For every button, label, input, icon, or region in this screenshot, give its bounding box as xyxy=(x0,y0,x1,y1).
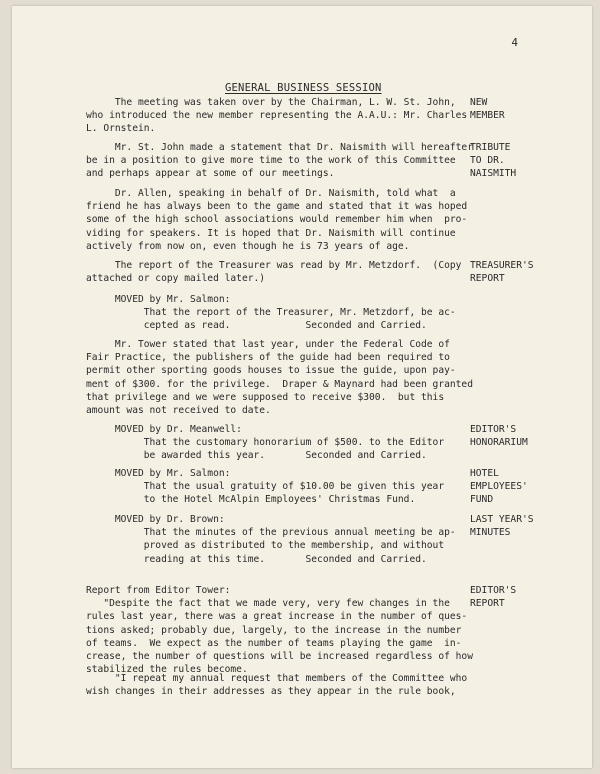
margin-note-line: NEW xyxy=(470,97,488,108)
text-line: The meeting was taken over by the Chairman, L. W. St. John, xyxy=(86,97,456,108)
text-line: "I repeat my annual request that members of the Committee who xyxy=(86,673,468,684)
margin-note-line: HONORARIUM xyxy=(470,437,528,449)
text-line: tions asked; probably due, largely, to the increase in the number xyxy=(86,624,462,636)
text-line: That the report of the Treasurer, Mr. Metzdorf, be ac- xyxy=(86,307,456,319)
paragraph xyxy=(86,423,444,463)
section-heading: GENERAL BUSINESS SESSION xyxy=(225,82,382,94)
text-line: of teams. We expect as the number of teams playing the game in- xyxy=(86,637,462,649)
paragraph xyxy=(86,259,461,285)
margin-note-line: FUND xyxy=(470,494,494,506)
margin-note-line: EDITOR'S xyxy=(470,424,517,435)
margin-note xyxy=(470,259,534,285)
margin-note-line: LAST YEAR'S xyxy=(470,514,534,525)
margin-note-line: TRIBUTE xyxy=(470,142,511,153)
paragraph xyxy=(86,513,456,566)
text-line: permit other sporting goods houses to issue the guide, upon pay- xyxy=(86,365,456,377)
paragraph xyxy=(86,187,467,253)
text-line: MOVED by Mr. Salmon: xyxy=(86,294,231,305)
text-line: viding for speakers. It is hoped that Dr. Naismith will continue xyxy=(86,227,456,239)
margin-note-line: HOTEL xyxy=(470,468,499,479)
text-line: Report from Editor Tower: xyxy=(86,585,231,596)
margin-note-line: TREASURER'S xyxy=(470,260,534,271)
text-line: who introduced the new member representing the A.A.U.: Mr. Charles xyxy=(86,110,468,122)
text-line: be awarded this year. Seconded and Carried. xyxy=(86,450,427,462)
text-line: stabilized the rules become. xyxy=(86,664,248,676)
text-line: That the customary honorarium of $500. to the Editor xyxy=(86,437,445,449)
text-line: L. Ornstein. xyxy=(86,123,156,135)
margin-note xyxy=(470,513,534,539)
margin-note-line: MINUTES xyxy=(470,527,511,539)
text-line: MOVED by Mr. Salmon: xyxy=(86,468,231,479)
text-line: That the usual gratuity of $10.00 be given this year xyxy=(86,481,445,493)
margin-note-line: REPORT xyxy=(470,273,505,285)
text-line: MOVED by Dr. Brown: xyxy=(86,514,225,525)
text-line: amount was not received to date. xyxy=(86,405,271,417)
margin-note-line: REPORT xyxy=(470,598,505,610)
page-number: 4 xyxy=(511,36,518,49)
text-line: Mr. Tower stated that last year, under the Federal Code of xyxy=(86,339,450,350)
margin-note xyxy=(470,584,516,610)
text-line: rules last year, there was a great increase in the number of ques- xyxy=(86,611,468,623)
text-line: Dr. Allen, speaking in behalf of Dr. Naismith, told what a xyxy=(86,188,456,199)
text-line: that privilege and we were supposed to receive $300. but this xyxy=(86,391,445,403)
margin-note-line: TO DR. xyxy=(470,155,505,167)
text-line: ment of $300. for the privilege. Draper & Maynard had been granted xyxy=(86,378,473,390)
margin-note xyxy=(470,141,516,181)
text-line: "Despite the fact that we made very, very few changes in the xyxy=(86,598,450,610)
paragraph xyxy=(86,467,444,507)
text-line: to the Hotel McAlpin Employees' Christmas Fund. xyxy=(86,494,416,506)
text-line: wish changes in their addresses as they appear in the rule book, xyxy=(86,686,456,698)
margin-note-line: EMPLOYEES' xyxy=(470,481,528,493)
text-line: Mr. St. John made a statement that Dr. Naismith will hereafter xyxy=(86,142,473,153)
paragraph xyxy=(86,96,467,136)
text-line: crease, the number of questions will be increased regardless of how xyxy=(86,651,473,663)
text-line: reading at this time. Seconded and Carried. xyxy=(86,553,427,565)
margin-note-line: MEMBER xyxy=(470,110,505,122)
paragraph xyxy=(86,141,473,181)
text-line: be in a position to give more time to the work of this Committee xyxy=(86,155,456,167)
margin-note xyxy=(470,423,528,449)
text-line: MOVED by Dr. Meanwell: xyxy=(86,424,242,435)
paragraph xyxy=(86,338,473,417)
margin-note xyxy=(470,467,528,507)
text-line: some of the high school associations would remember him when pro- xyxy=(86,214,468,226)
margin-note-line: NAISMITH xyxy=(470,168,517,180)
text-line: That the minutes of the previous annual meeting be ap- xyxy=(86,527,456,539)
paragraph xyxy=(86,584,473,676)
text-line: friend he has always been to the game and stated that it was hoped xyxy=(86,201,468,213)
paragraph xyxy=(86,293,456,333)
text-line: Fair Practice, the publishers of the guide had been required to xyxy=(86,352,450,364)
text-line: proved as distributed to the membership, and without xyxy=(86,540,445,552)
text-line: attached or copy mailed later.) xyxy=(86,273,266,285)
text-line: and perhaps appear at some of our meetings. xyxy=(86,168,335,180)
text-line: The report of the Treasurer was read by Mr. Metzdorf. (Copy xyxy=(86,260,462,271)
text-line: cepted as read. Seconded and Carried. xyxy=(86,320,427,332)
paragraph xyxy=(86,672,467,698)
margin-note xyxy=(470,96,505,122)
document-page xyxy=(12,6,592,768)
margin-note-line: EDITOR'S xyxy=(470,585,517,596)
text-line: actively from now on, even though he is 73 years of age. xyxy=(86,240,410,252)
